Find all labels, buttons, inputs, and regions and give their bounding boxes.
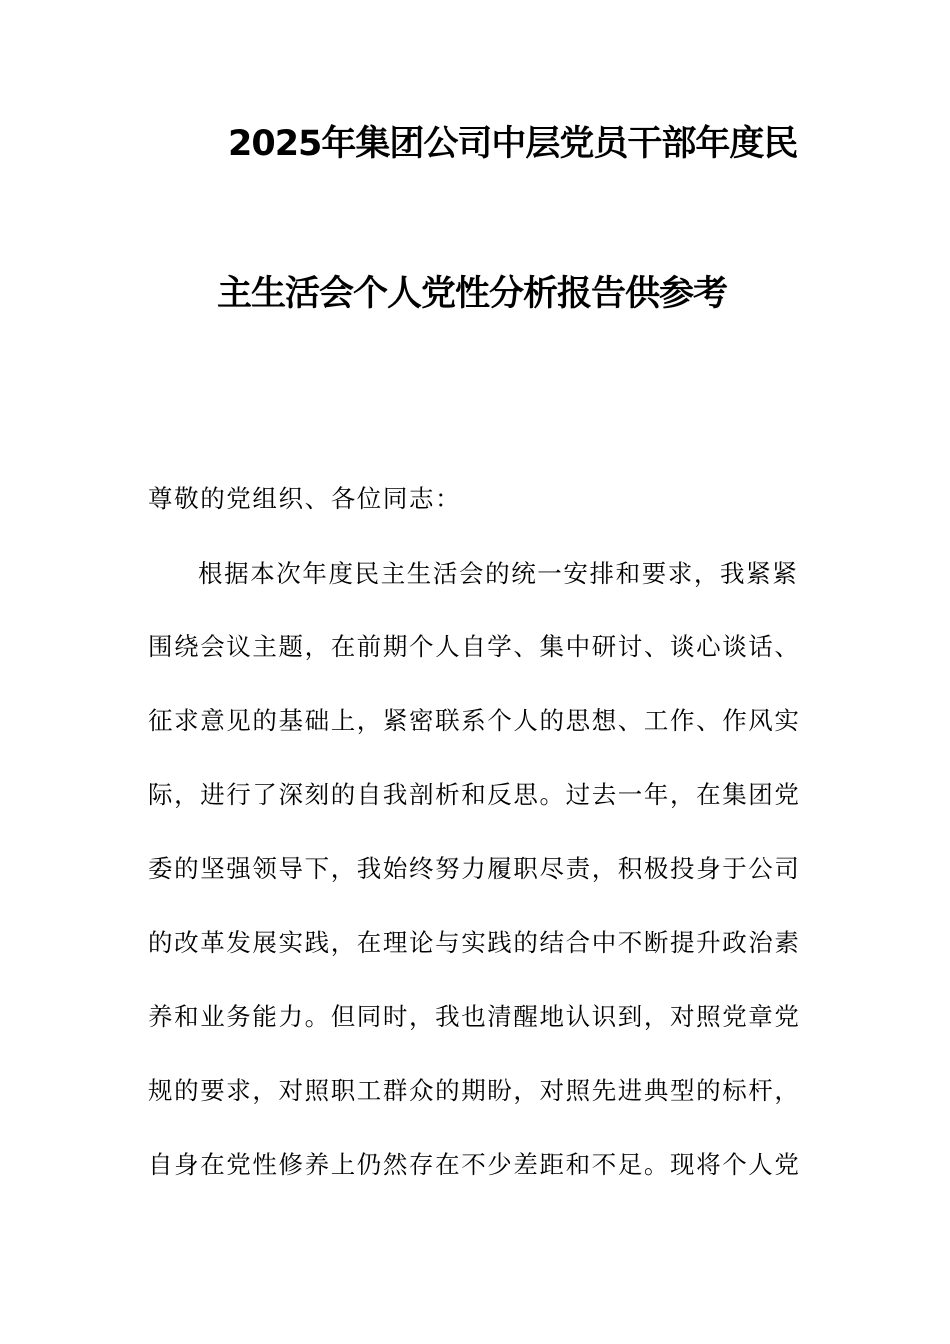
paragraph-line: 的改革发展实践，在理论与实践的结合中不断提升政治素 <box>148 928 801 957</box>
document-title-line-1: 2025年集团公司中层党员干部年度民 <box>228 124 798 164</box>
paragraph-line: 围绕会议主题，在前期个人自学、集中研讨、谈心谈话、 <box>148 632 801 661</box>
paragraph-line: 自身在党性修养上仍然存在不少差距和不足。现将个人党 <box>148 1150 801 1179</box>
paragraph-line: 根据本次年度民主生活会的统一安排和要求，我紧紧 <box>198 559 799 588</box>
paragraph-line: 委的坚强领导下，我始终努力履职尽责，积极投身于公司 <box>148 854 801 883</box>
paragraph-line: 规的要求，对照职工群众的期盼，对照先进典型的标杆， <box>148 1076 801 1105</box>
document-title-line-2: 主生活会个人党性分析报告供参考 <box>217 274 728 314</box>
salutation: 尊敬的党组织、各位同志： <box>148 484 462 513</box>
paragraph-line: 养和业务能力。但同时，我也清醒地认识到，对照党章党 <box>148 1002 801 1031</box>
paragraph-line: 际，进行了深刻的自我剖析和反思。过去一年，在集团党 <box>148 780 801 809</box>
paragraph-line: 征求意见的基础上，紧密联系个人的思想、工作、作风实 <box>148 706 801 735</box>
